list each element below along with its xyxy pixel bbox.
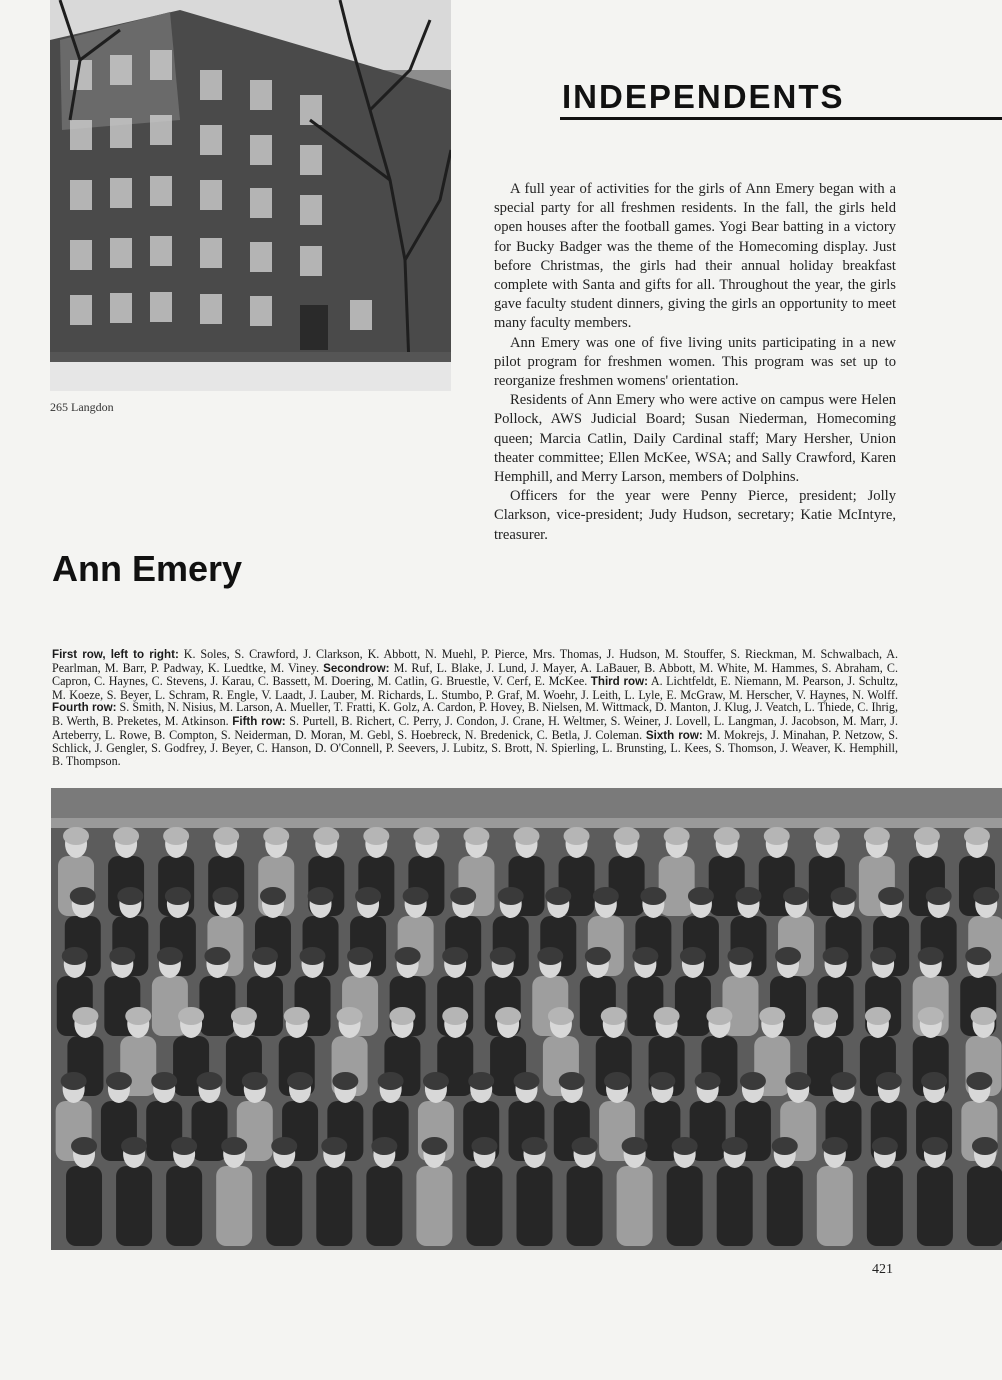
paragraph-1: A full year of activities for the girls of Ann Emery began with a special party for all freshmen residents. In the fall, the girls held open houses after the football games. Yogi Bear batting in a victory for Bucky Badger was the theme of the Homecoming display. Just before Christmas, the girls had their annual holiday breakfast complete with Santa and gifts for all. Throughout the year, the girls gave faculty student dinners, giving the girls an opportunity to meet many faculty members. (494, 181, 896, 332)
page-number: 421 (872, 1262, 893, 1277)
paragraph-4: Officers for the year were Penny Pierce, president; Jolly Clarkson, vice-president; Judy Hudson, secretary; Katie McIntyre, treasurer. (494, 488, 896, 543)
building-caption: 265 Langdon (50, 400, 114, 414)
row-label-4: Fourth row: (52, 701, 117, 715)
paragraph-3: Residents of Ann Emery who were active on campus were Helen Pollock, AWS Judicial Board; Susan Niederman, Homecoming queen; Marcia Catlin, Daily Cardinal staff; Mary Hersher, Union theater committee; Ellen McKee, WSA; and Sally Crawford, Karen Hemphill, and Merry Larson, members of Dolphins. (494, 392, 896, 486)
heading-rule (560, 117, 1002, 120)
article-body (494, 180, 896, 545)
row-label-2: Secondrow: (323, 661, 390, 675)
row-label-5: Fifth row: (232, 714, 286, 728)
row-label-1: First row, left to right: (52, 648, 179, 661)
row-label-3: Third row: (590, 675, 648, 689)
row-names-3: A. Lichtfeldt, E. Niemann, M. Pearson, J. Schultz, M. Koeze, S. Beyer, L. Schram, R. Engle, V. Laadt, J. Lauber, M. Richards, L. Stumbo, P. Graf, M. Woehr, J. Leith, L. Lyle, E. McGraw, M. Herscher, V. Haynes, N. Wolff. (52, 674, 898, 702)
row-names-4: S. Smith, N. Nisius, M. Larson, A. Mueller, T. Fratti, K. Golz, A. Cardon, P. Hovey, B. Nielsen, M. Wittmack, D. Manton, J. Klug, J. Veatch, L. Thiede, C. Ihrig, B. Werth, B. Preketes, M. Atkinson. (52, 700, 898, 728)
row-names-5: S. Purtell, B. Richert, C. Perry, J. Condon, J. Crane, H. Weltmer, S. Weiner, J. Lovell, L. Langman, J. Jacobson, M. Marr, J. Arteberry, L. Rowe, B. Compton, S. Neiderman, D. Moran, M. Gebl, S. Hoebreck, N. Bredenick, C. Betla, J. Coleman. (52, 713, 898, 742)
group-photo (51, 788, 1002, 1250)
building-photo (50, 0, 451, 391)
row-names-1: K. Soles, S. Crawford, J. Clarkson, K. Abbott, N. Muehl, P. Pierce, Mrs. Thomas, J. Hudson, M. Stouffer, S. Rieckman, M. Schwalbach, A. Pearlman, M. Barr, P. Padway, K. Luedtke, M. Viney. (52, 647, 898, 675)
row-names-2: M. Ruf, L. Blake, J. Lund, J. Mayer, A. LaBauer, B. Abbott, M. White, M. Hammes, S. Abraham, C. Capron, C. Haynes, C. Stevens, J. Karau, C. Bassett, M. Doering, M. Catlin, G. Bruestle, V. Cerf, E. McKee. (52, 660, 898, 689)
dorm-name: Ann Emery (52, 548, 243, 589)
section-heading: INDEPENDENTS (562, 78, 845, 115)
row-label-6: Sixth row: (645, 728, 703, 742)
row-names-6: M. Mokrejs, J. Minahan, P. Netzow, S. Schlick, J. Gengler, S. Godfrey, J. Beyer, C. Hanson, D. O'Connell, P. Seevers, J. Lubitz, S. Brott, N. Spierling, L. Brunsting, L. Kees, S. Thomson, J. Weaver, K. Hemphill, B. Thompson. (52, 727, 898, 768)
paragraph-2: Ann Emery was one of five living units participating in a new pilot program for freshmen women. This program was set up to reorganize freshmen womens' orientation. (494, 334, 896, 390)
photo-names-caption (52, 648, 898, 767)
